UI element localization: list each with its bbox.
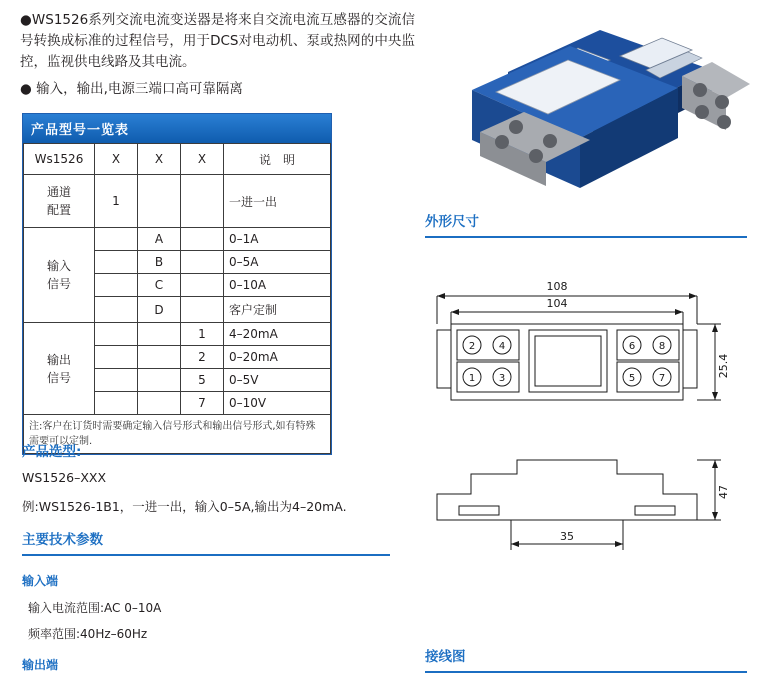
code-cell-empty xyxy=(181,175,224,228)
terminal-label-2: 2 xyxy=(468,341,476,352)
terminal-block-right xyxy=(682,62,750,130)
terminal-label-4: 4 xyxy=(498,341,506,352)
code-cell: D xyxy=(138,297,181,323)
product-photo xyxy=(450,12,750,192)
dim-height-front: 47 xyxy=(717,485,730,499)
dim-width-outer: 108 xyxy=(546,280,568,293)
selection-heading: 产品选型: xyxy=(22,444,82,460)
code-cell: 7 xyxy=(181,392,224,415)
code-cell-empty xyxy=(138,369,181,392)
code-cell: 5 xyxy=(181,369,224,392)
desc-cell: 0–20mA xyxy=(224,346,331,369)
selection-block xyxy=(22,440,382,515)
model-table-title: 产品型号一览表 xyxy=(23,114,331,143)
code-cell-empty xyxy=(181,251,224,274)
desc-cell: 客户定制 xyxy=(224,297,331,323)
model-code-cell: Ws1526 xyxy=(24,144,95,175)
desc-cell: 0–5A xyxy=(224,251,331,274)
wiring-section xyxy=(425,645,747,673)
selection-line-1: WS1526–XXX xyxy=(22,470,107,485)
selection-line-2: 例:WS1526-1B1，一进一出，输入0–5A,输出为4–20mA. xyxy=(22,499,347,514)
code-cell-empty xyxy=(95,369,138,392)
desc-cell: 0–10V xyxy=(224,392,331,415)
terminal-label-7: 7 xyxy=(658,373,666,384)
code-cell-empty xyxy=(95,323,138,346)
group-label-output: 输出 信号 xyxy=(24,323,95,415)
desc-cell: 0–10A xyxy=(224,274,331,297)
code-cell-empty xyxy=(181,274,224,297)
desc-cell: 0–5V xyxy=(224,369,331,392)
wiring-heading: 接线图 xyxy=(425,649,466,665)
terminal-label-1: 1 xyxy=(468,373,476,384)
desc-cell: 一进一出 xyxy=(224,175,331,228)
param-line: 输入电流范围:AC 0–10A xyxy=(28,601,162,615)
model-x3-cell: X xyxy=(181,144,224,175)
code-cell-empty xyxy=(138,346,181,369)
dim-width-inner: 104 xyxy=(546,297,568,310)
model-table xyxy=(22,113,332,455)
dim-height-right: 25.4 xyxy=(717,353,730,379)
model-table-note: 注:客户在订货时需要确定输入信号形式和输出信号形式,如有特殊需要可以定制. xyxy=(24,415,331,454)
divider xyxy=(22,554,390,556)
dimension-section xyxy=(425,210,747,238)
code-cell-empty xyxy=(95,274,138,297)
desc-cell: 0–1A xyxy=(224,228,331,251)
model-x1-cell: X xyxy=(95,144,138,175)
divider xyxy=(425,671,747,673)
intro-paragraph-2: ● 输入，输出,电源三端口高可靠隔离 xyxy=(20,80,243,97)
code-cell: 1 xyxy=(181,323,224,346)
table-row xyxy=(24,228,331,251)
model-table-grid xyxy=(23,143,331,454)
group-label-input: 输入 信号 xyxy=(24,228,95,323)
code-cell-empty xyxy=(95,392,138,415)
code-cell: B xyxy=(138,251,181,274)
code-cell-empty xyxy=(138,175,181,228)
code-cell: C xyxy=(138,274,181,297)
code-cell-empty xyxy=(181,297,224,323)
tech-params-heading: 主要技术参数 xyxy=(22,532,103,548)
code-cell-empty xyxy=(138,392,181,415)
table-row xyxy=(24,175,331,228)
table-row xyxy=(24,323,331,346)
output-section-heading: 输出端 xyxy=(22,658,59,672)
table-row xyxy=(24,144,331,175)
dimension-heading: 外形尺寸 xyxy=(425,214,479,230)
code-cell: 1 xyxy=(95,175,138,228)
terminal-label-3: 3 xyxy=(498,373,506,384)
model-desc-header: 说 明 xyxy=(224,144,331,175)
code-cell-empty xyxy=(95,251,138,274)
code-cell-empty xyxy=(95,228,138,251)
tech-params-block xyxy=(22,528,390,683)
code-cell-empty xyxy=(95,297,138,323)
device-front-module xyxy=(472,46,750,188)
input-section-heading: 输入端 xyxy=(22,574,59,588)
terminal-label-8: 8 xyxy=(658,341,666,352)
dimension-drawing xyxy=(425,268,755,598)
intro-paragraph-1: ●WS1526系列交流电流变送器是将来自交流电流互感器的交流信号转换成标准的过程信号，用于DCS对电动机、泵或热网的中央监控，监视供电线路及其电流。 xyxy=(20,12,415,70)
terminal-label-6: 6 xyxy=(628,341,636,352)
param-line: 频率范围:40Hz–60Hz xyxy=(28,627,148,641)
dim-foot-width: 35 xyxy=(560,530,574,543)
divider xyxy=(425,236,747,238)
group-label-channel: 通道 配置 xyxy=(24,175,95,228)
code-cell-empty xyxy=(181,228,224,251)
intro-text-block xyxy=(20,10,415,100)
desc-cell: 4–20mA xyxy=(224,323,331,346)
code-cell-empty xyxy=(95,346,138,369)
terminal-label-5: 5 xyxy=(628,373,636,384)
code-cell-empty xyxy=(138,323,181,346)
model-x2-cell: X xyxy=(138,144,181,175)
code-cell: 2 xyxy=(181,346,224,369)
code-cell: A xyxy=(138,228,181,251)
